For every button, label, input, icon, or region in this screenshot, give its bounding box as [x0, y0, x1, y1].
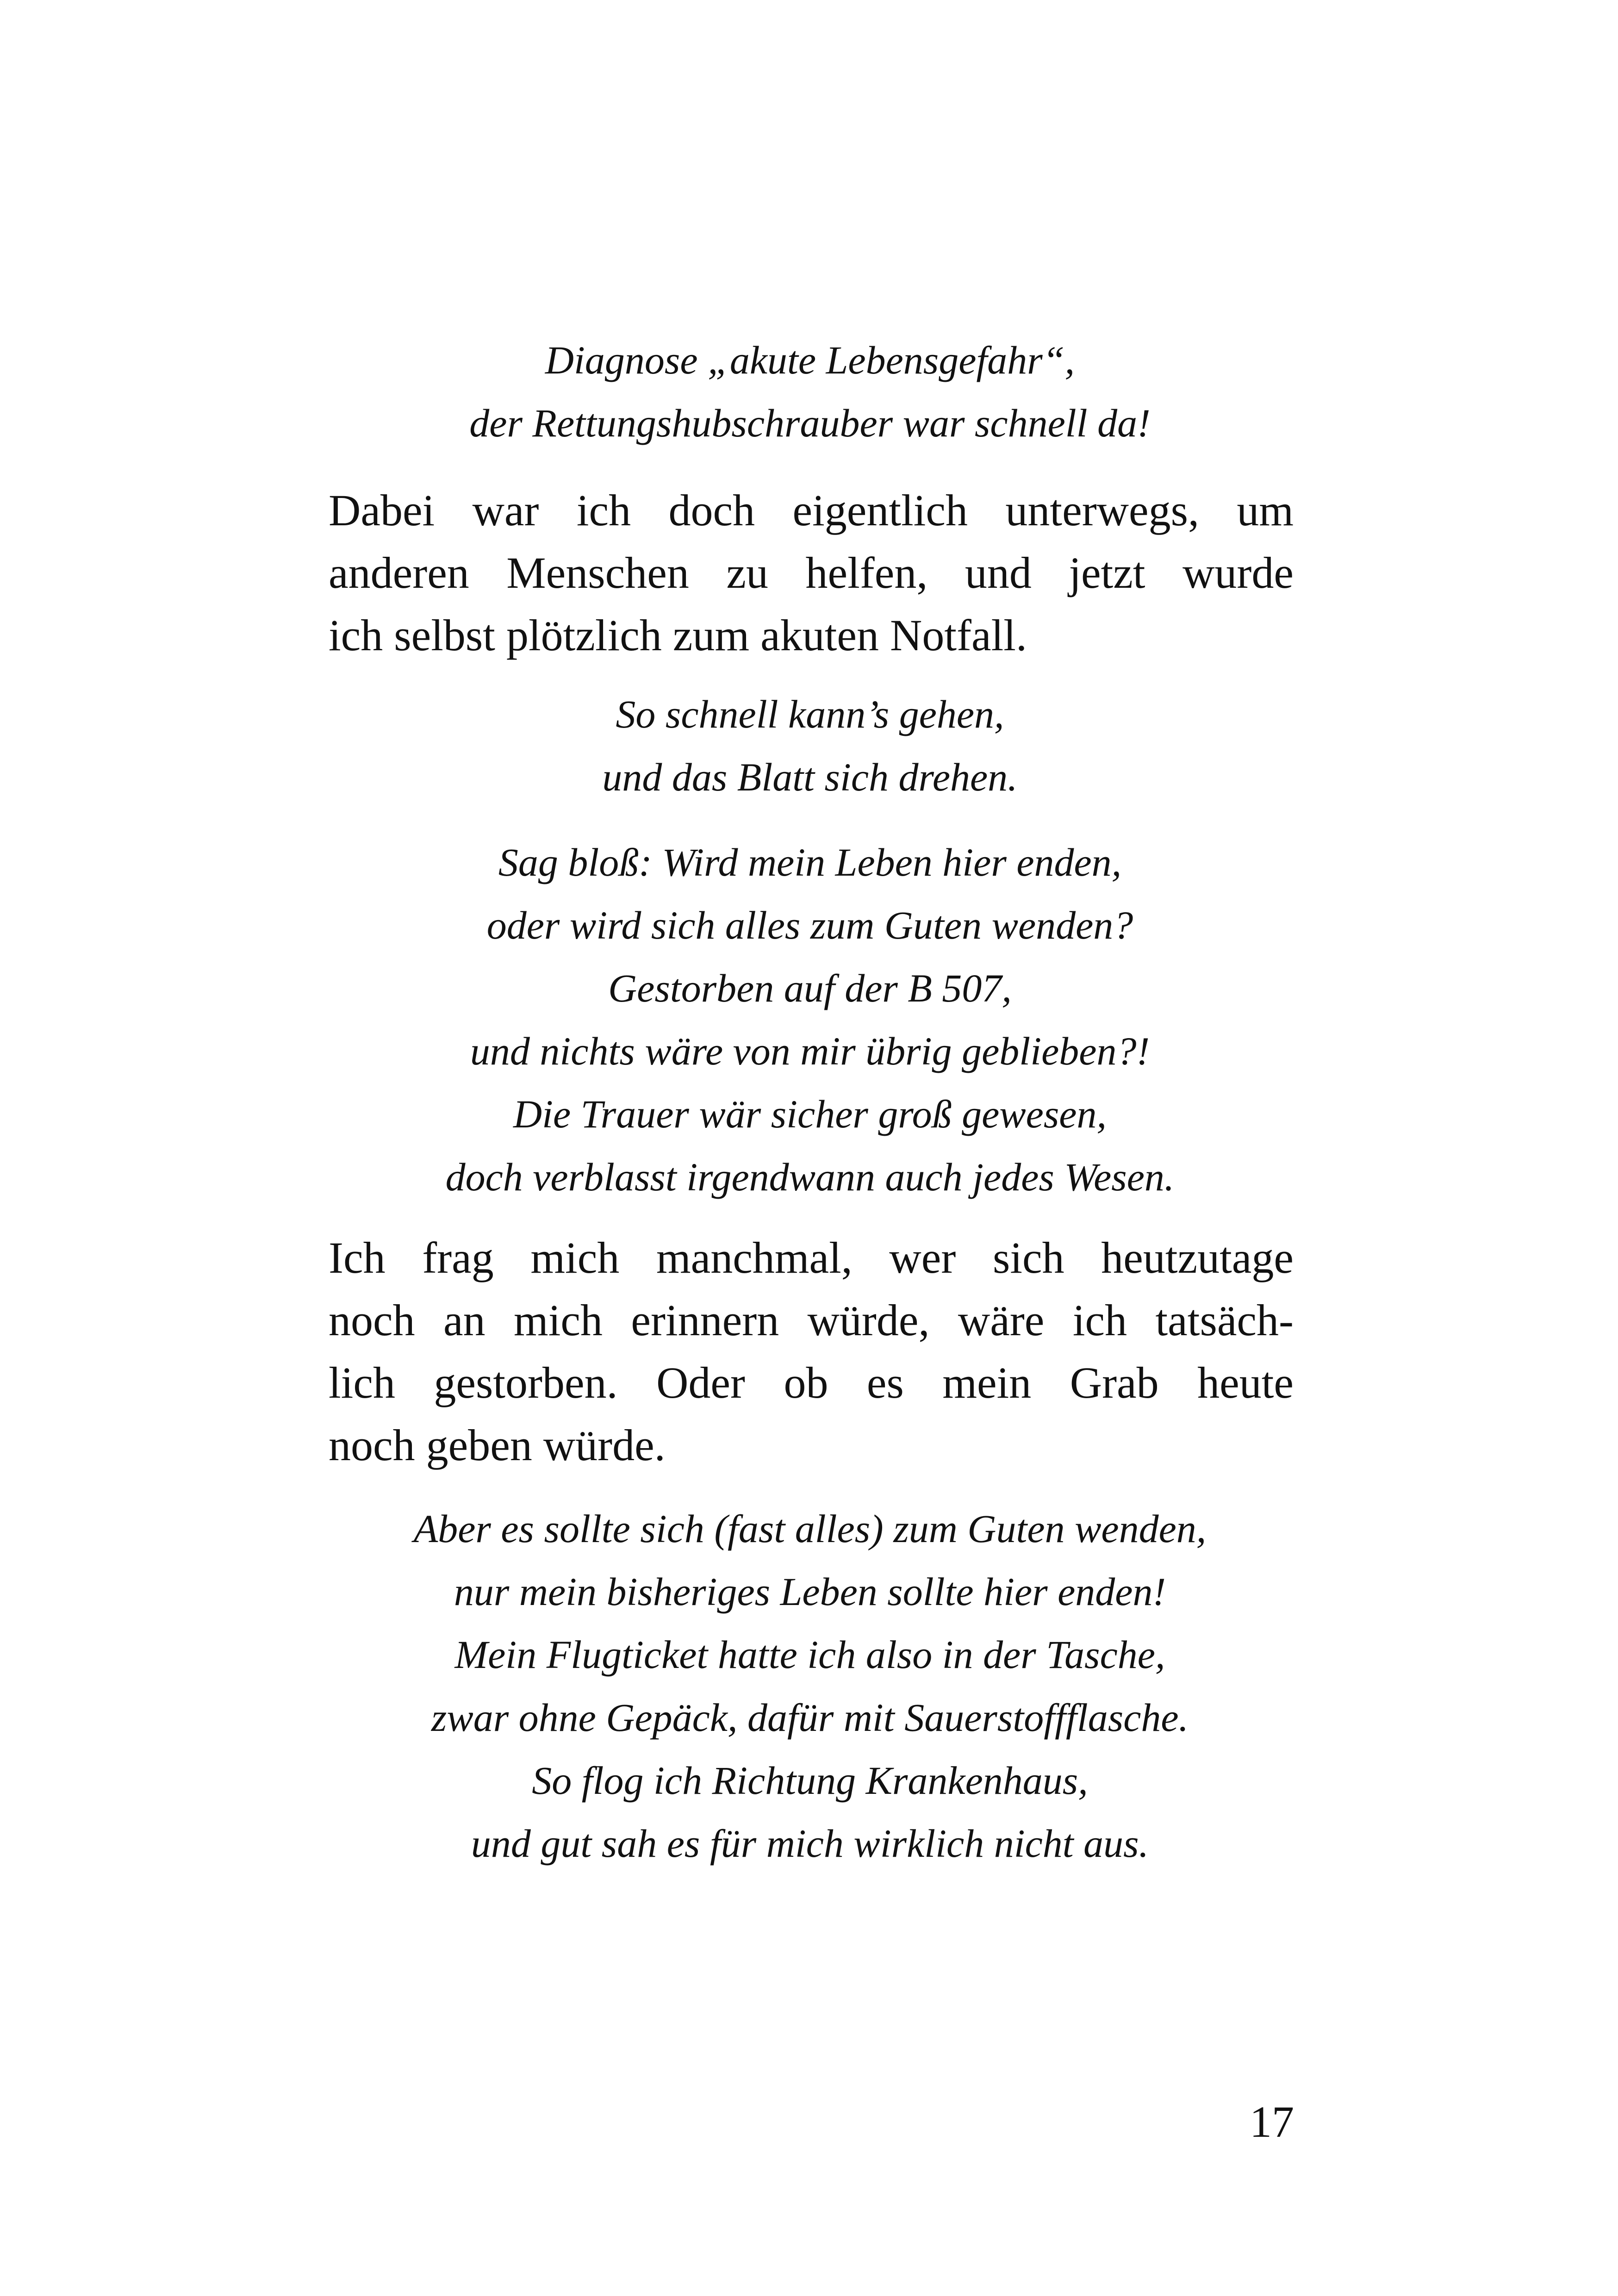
verse-line: nur mein bisheriges Leben sollte hier enden! — [454, 1569, 1166, 1614]
verse-line: Mein Flugticket hatte ich also in der Tasche, — [454, 1632, 1165, 1677]
verse-line: Gestorben auf der B 507, — [608, 966, 1012, 1010]
prose-paragraph-1 — [329, 479, 1294, 666]
verse-line: Aber es sollte sich (fast alles) zum Guten wenden, — [413, 1506, 1207, 1551]
verse-line: Sag bloß: Wird mein Leben hier enden, — [498, 840, 1122, 884]
prose-line: noch an mich erinnern würde, wäre ich tatsäch- — [329, 1295, 1294, 1345]
prose-line: Ich frag mich manchmal, wer sich heutzutage — [329, 1233, 1294, 1282]
verse-line: So schnell kann’s gehen, — [616, 692, 1004, 736]
verse-stanza-1 — [278, 329, 1342, 454]
verse-line: So flog ich Richtung Krankenhaus, — [532, 1758, 1088, 1803]
verse-line: oder wird sich alles zum Guten wenden? — [486, 903, 1133, 947]
verse-line: der Rettungshubschrauber war schnell da! — [469, 401, 1151, 445]
verse-line: zwar ohne Gepäck, dafür mit Sauerstoffflasche. — [431, 1695, 1189, 1740]
verse-line: doch verblasst irgendwann auch jedes Wesen. — [445, 1155, 1175, 1199]
prose-line: ich selbst plötzlich zum akuten Notfall. — [329, 610, 1027, 660]
verse-line: und das Blatt sich drehen. — [602, 755, 1018, 799]
verse-stanza-2 — [278, 683, 1342, 809]
verse-line: Diagnose „akute Lebensgefahr“, — [545, 338, 1075, 382]
prose-line: lich gestorben. Oder ob es mein Grab heute — [329, 1358, 1294, 1407]
verse-line: Die Trauer wär sicher groß gewesen, — [513, 1092, 1107, 1136]
verse-line: und nichts wäre von mir übrig geblieben?! — [470, 1029, 1150, 1073]
prose-line: anderen Menschen zu helfen, und jetzt wurde — [329, 548, 1294, 597]
prose-paragraph-2 — [329, 1226, 1294, 1476]
page-number: 17 — [1250, 2097, 1294, 2147]
verse-stanza-4 — [278, 1497, 1342, 1875]
prose-line: Dabei war ich doch eigentlich unterwegs, um — [329, 485, 1294, 535]
prose-line: noch geben würde. — [329, 1420, 666, 1470]
verse-line: und gut sah es für mich wirklich nicht aus. — [471, 1821, 1149, 1866]
verse-stanza-3 — [278, 831, 1342, 1208]
